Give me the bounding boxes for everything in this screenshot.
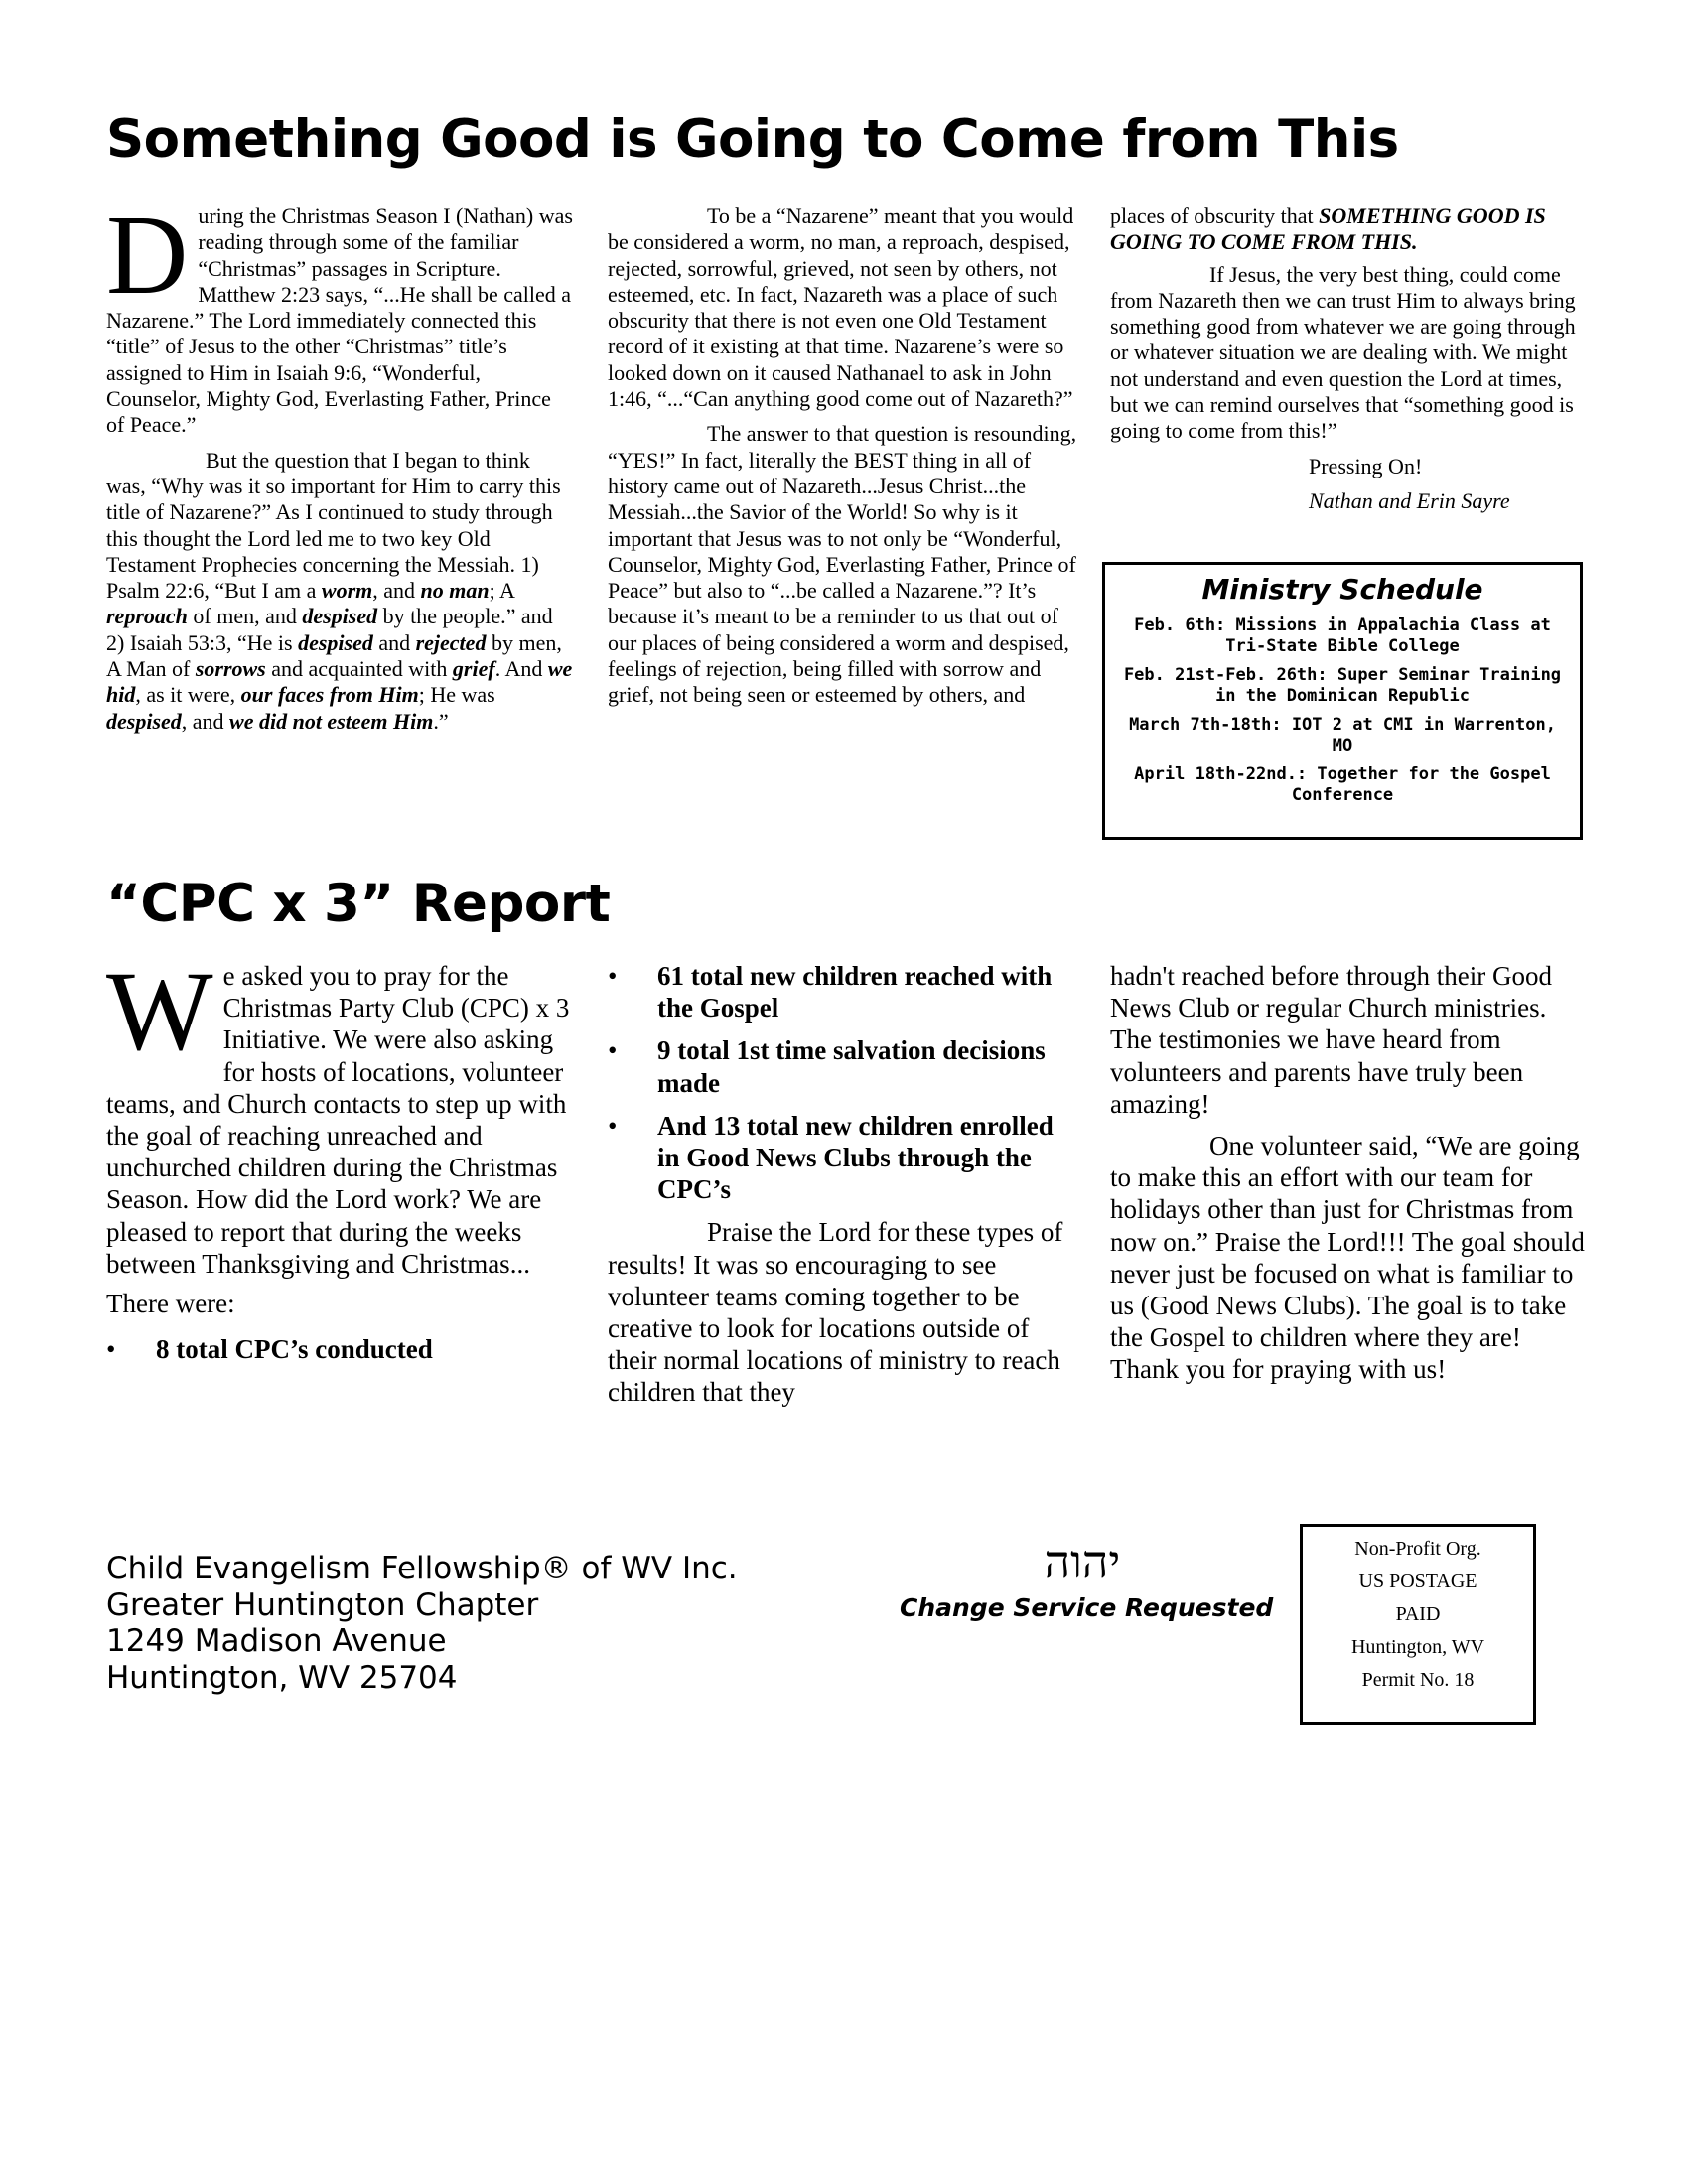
ministry-schedule-box <box>1102 562 1583 840</box>
article1-column-1 <box>106 192 573 735</box>
address-line: 1249 Madison Avenue <box>106 1623 447 1659</box>
results-list <box>106 1333 573 1365</box>
closing-line: Pressing On! <box>1309 453 1423 478</box>
report-title: “CPC x 3” Report <box>106 874 611 934</box>
address-line: Huntington, WV 25704 <box>106 1659 458 1696</box>
schedule-item: Feb. 21st-Feb. 26th: Super Seminar Training in the Dominican Republic <box>1123 665 1562 706</box>
postage-line: Permit No. 18 <box>1361 1669 1475 1691</box>
results-list <box>608 960 1079 1205</box>
article1-paragraph-5: places of obscurity that SOMETHING GOOD IS GOING TO COME FROM THIS. <box>1110 204 1546 255</box>
postage-line: PAID <box>1395 1603 1441 1625</box>
postage-indicia <box>1300 1524 1536 1725</box>
address-line: Greater Huntington Chapter <box>106 1586 539 1623</box>
article1-column-2 <box>608 204 1079 709</box>
article2-paragraph-3-continued: hadn't reached before through their Good News Club or regular Church ministries. The testimonies we have heard from volunteers and parents have truly been amazing! <box>1110 961 1552 1119</box>
postage-line: Non-Profit Org. <box>1354 1538 1481 1560</box>
article1-column-3 <box>1110 204 1584 514</box>
article1-paragraph-4: The answer to that question is resounding, “YES!” In fact, literally the BEST thing in all of history came out of Nazareth...Jesus Christ...the Messiah...the Savior of the World! So why is it important that Jesus was to not only be “Wonderful, Counselor, Mighty God, Everlasting Father, Prince of Peace” but also to “...be called a Nazarene.”? It’s because it’s meant to be a reminder to us that out of our places of being considered a worm and despised, feelings of rejection, being filled with sorrow and grief, not being seen or esteemed by others, and <box>608 421 1077 708</box>
list-item: • 8 total CPC’s conducted <box>106 1334 433 1365</box>
emphasis-text: SOMETHING GOOD IS GOING TO COME FROM THIS. <box>1110 204 1546 255</box>
article2-paragraph-2: There were: <box>106 1289 235 1319</box>
list-item: • And 13 total new children enrolled in Good News Clubs through the CPC’s <box>608 1110 1054 1205</box>
postage-line: Huntington, WV <box>1350 1636 1485 1658</box>
schedule-title: Ministry Schedule <box>1201 573 1483 606</box>
article1-paragraph-1-text: uring the Christmas Season I (Nathan) was reading through some of the familiar “Christmas” passages in Scripture. Matthew 2:23 says, “...He shall be called a Nazarene.” The Lord immediately connected this “title” of Jesus to the other “Christmas” title’s assigned to Him in Isaiah 9:6, “Wonderful, Counselor, Mighty God, Everlasting Father, Prince of Peace.” <box>106 204 573 438</box>
list-item: • 9 total 1st time salvation decisions made <box>608 1035 1046 1098</box>
article1-paragraph-6: If Jesus, the very best thing, could come from Nazareth then we can trust Him to always bring something good from whatever we are going through or whatever situation we are dealing with. We might not understand and even question the Lord at times, but we can remind ourselves that “something good is going to come from this!” <box>1110 261 1576 444</box>
postage-line: US POSTAGE <box>1358 1570 1477 1592</box>
schedule-item: Feb. 6th: Missions in Appalachia Class at Tri-State Bible College <box>1134 615 1551 656</box>
article2-column-3 <box>1110 960 1589 1386</box>
drop-cap: D <box>106 192 189 318</box>
article1-paragraph-3: To be a “Nazarene” meant that you would be considered a worm, no man, a reproach, despised, rejected, sorrowful, grieved, not seen by others, not esteemed, etc. In fact, Nazareth was a place of such obscurity that there is not even one Old Testament record of it existing at that time. Nazarene’s were so looked down on it caused Nathanael to ask in John 1:46, “...“Can anything good come out of Nazareth?” <box>608 204 1074 412</box>
change-service-notice: Change Service Requested <box>900 1593 1274 1622</box>
return-address <box>106 1551 738 1696</box>
list-item: • 61 total new children reached with the Gospel <box>608 961 1053 1024</box>
article1-paragraph-2: But the question that I began to think was, “Why was it so important for Him to carry this title of Nazarene?” As I continued to study through this thought the Lord led me to two key Old Testament Prophecies concerning the Messiah. 1) Psalm 22:6, “But I am a worm, and no man; A reproach of men, and despised by the people.” and 2) Isaiah 53:3, “He is despised and rejected by men, A Man of sorrows and acquainted with grief. And we hid, as it were, our faces from Him; He was despised, and we did not esteem Him.” <box>106 447 573 734</box>
schedule-item: April 18th-22nd.: Together for the Gospel Conference <box>1134 764 1551 805</box>
article1-paragraph-1 <box>106 192 573 439</box>
schedule-item: March 7th-18th: IOT 2 at CMI in Warrenton, MO <box>1129 715 1556 755</box>
article-title: Something Good is Going to Come from This <box>106 109 1399 170</box>
hebrew-name: יהוה <box>1044 1535 1121 1588</box>
article2-column-1 <box>106 948 573 1376</box>
article2-paragraph-1: We asked you to pray for the Christmas Party Club (CPC) x 3 Initiative. We were also asking for hosts of locations, volunteer teams, and Church contacts to step up with the goal of reaching unreached and unchurched children during the Christmas Season. How did the Lord work? We are pleased to report that during the weeks between Thanksgiving and Christmas... <box>106 948 570 1279</box>
article2-column-2 <box>608 960 1079 1409</box>
drop-cap: W <box>106 948 213 1074</box>
article2-paragraph-4: One volunteer said, “We are going to make this an effort with our team for holidays other than just for Christmas from now on.” Praise the Lord!!! The goal should never just be focused on what is familiar to us (Good News Clubs). The goal is to take the Gospel to children where they are! Thank you for praying with us! <box>1110 1131 1585 1385</box>
address-line: Child Evangelism Fellowship® of WV Inc. <box>106 1551 738 1586</box>
article2-paragraph-3: Praise the Lord for these types of results! It was so encouraging to see volunteer teams coming together to be creative to look for locations outside of their normal locations of ministry to reach children that they <box>608 1217 1063 1408</box>
signature: Nathan and Erin Sayre <box>1309 487 1510 513</box>
